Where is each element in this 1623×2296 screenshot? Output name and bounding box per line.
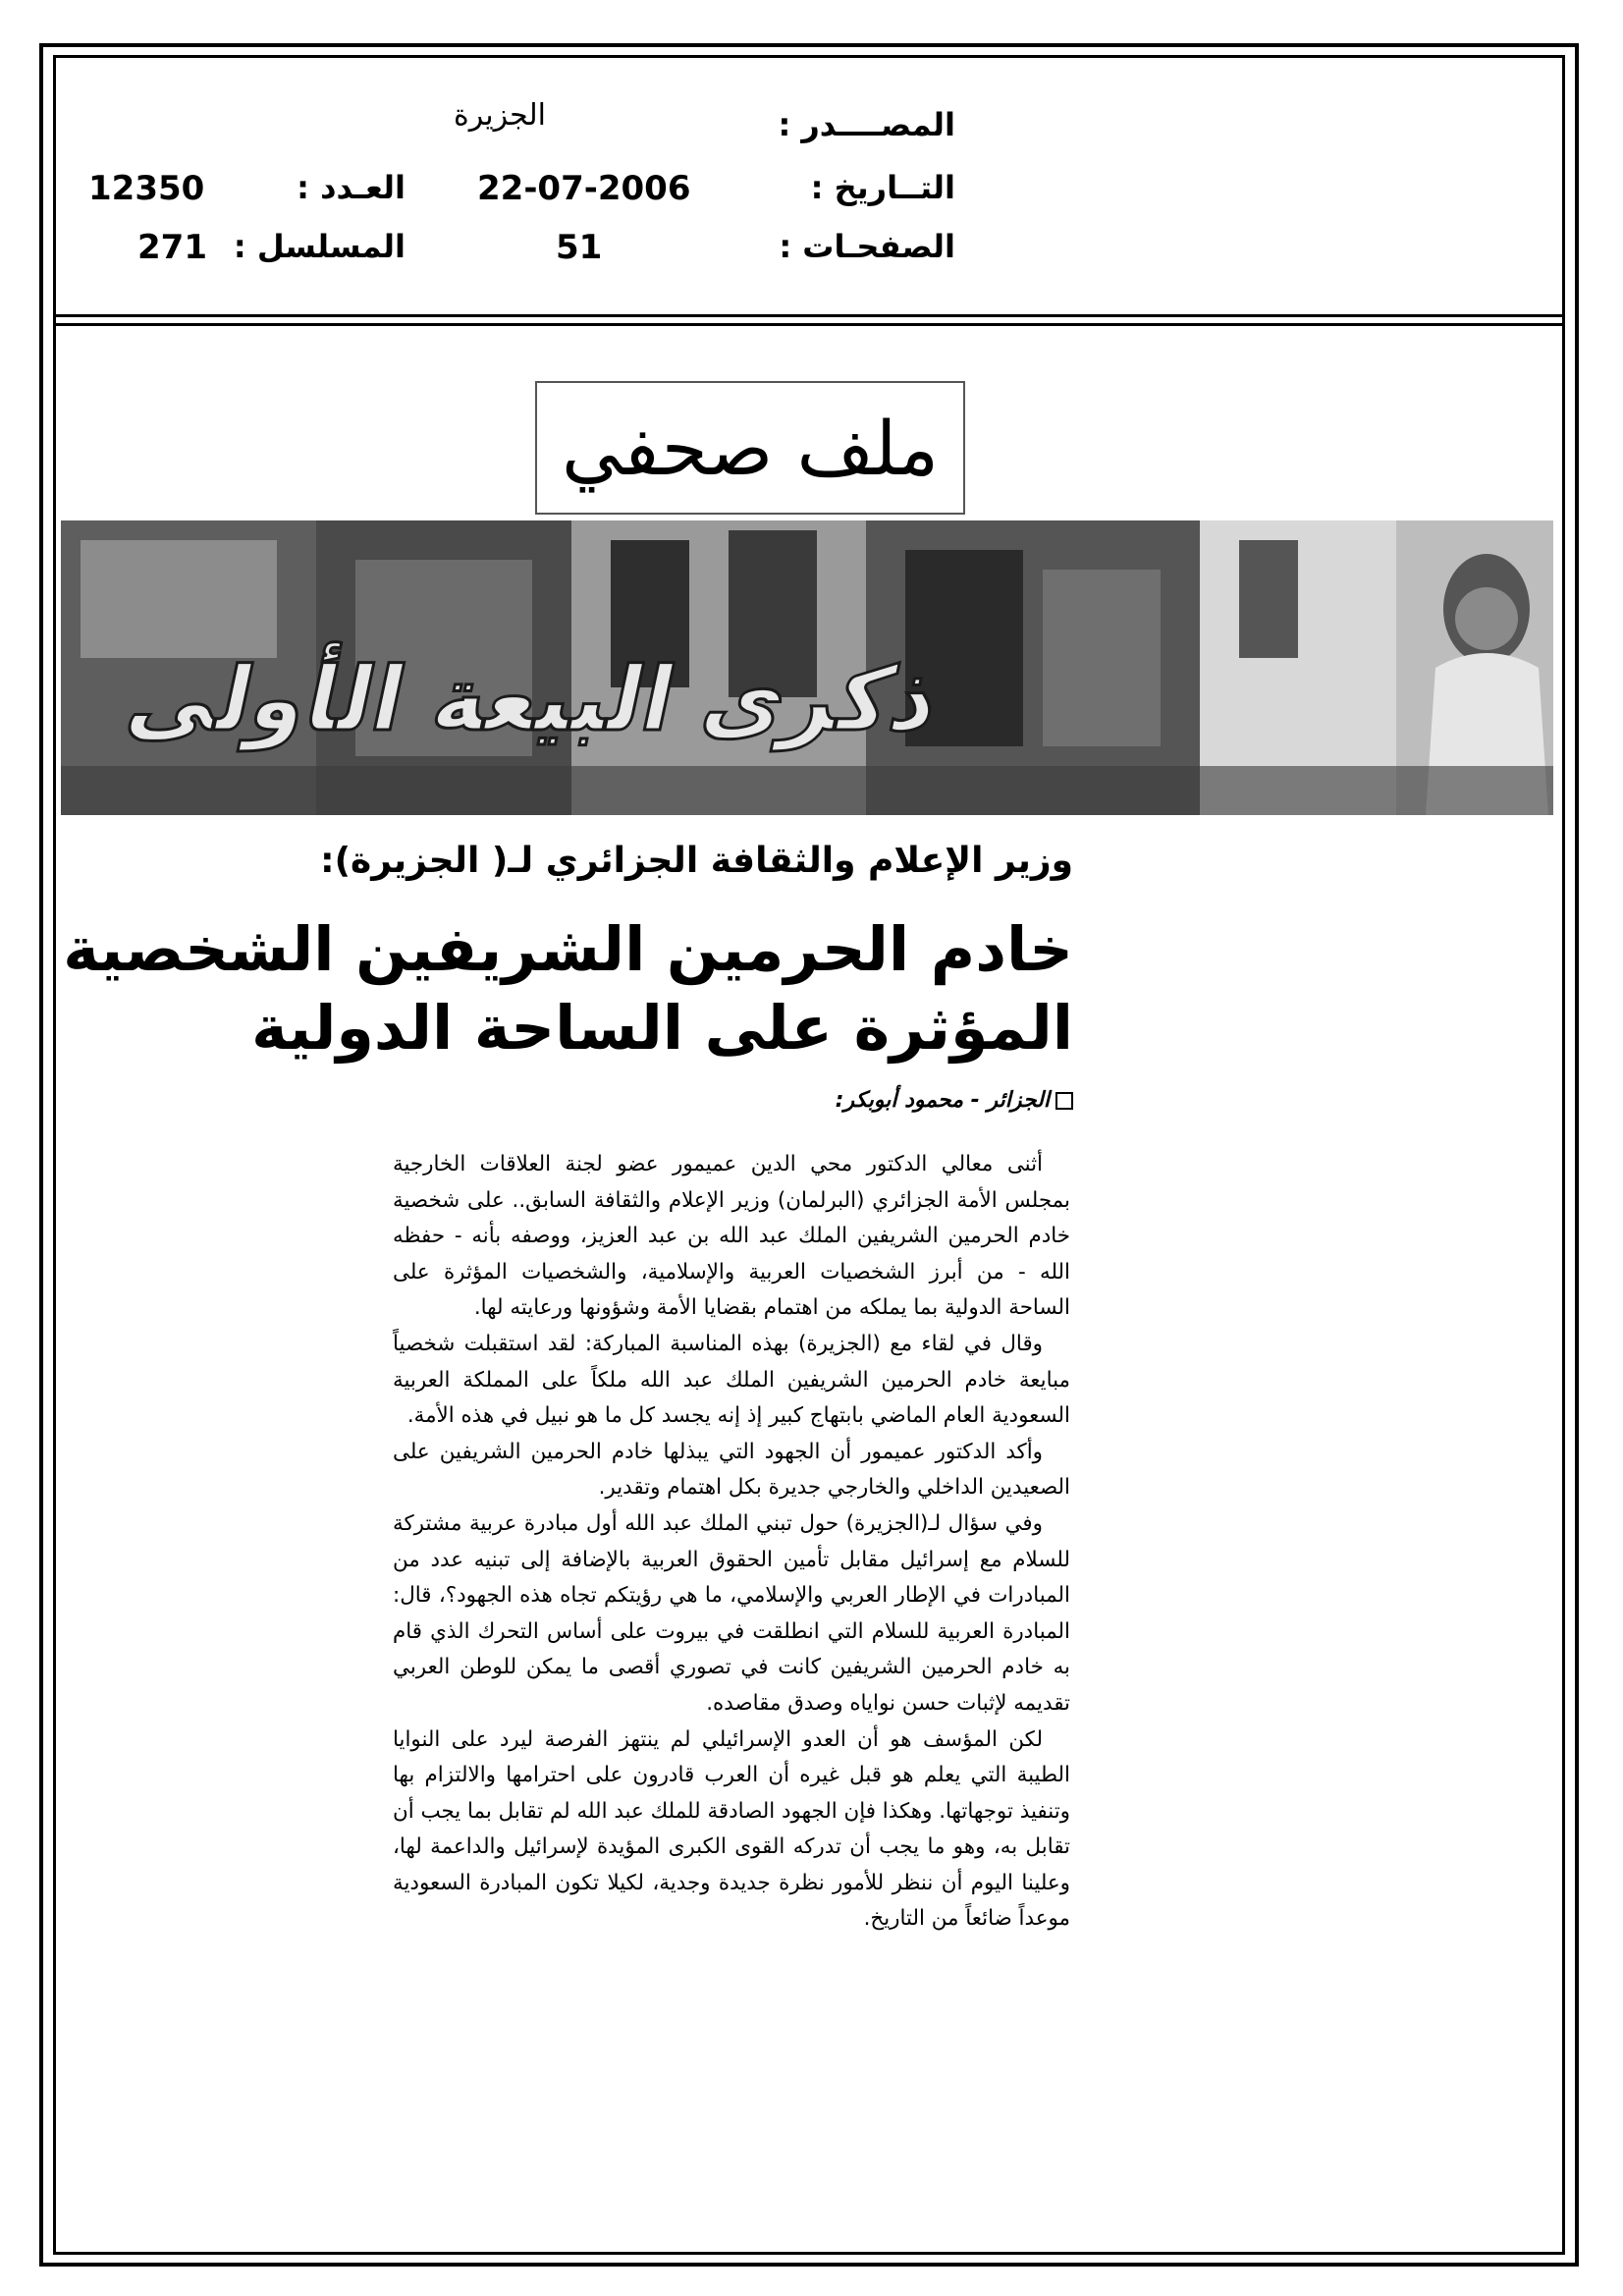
article-body xyxy=(393,1147,1070,1938)
square-bullet-icon xyxy=(1055,1092,1073,1110)
source-label: المصــــدر : xyxy=(778,106,955,143)
banner-caption: ذكرى البيعة الأولى xyxy=(118,648,948,751)
issue-value: 12350 xyxy=(88,169,205,208)
date-label: التــاريخ : xyxy=(810,169,955,206)
article-paragraph: أثنى معالي الدكتور محي الدين عميمور عضو لجنة العلاقات الخارجية بمجلس الأمة الجزائري (البرلمان) وزير الإعلام والثقافة السابق.. على شخصية خادم الحرمين الشريفين الملك عبد الله بن عبد العزيز، ووصفه بأنه - حفظه الله - من أبرز الشخصيات العربية والإسلامية، والشخصيات المؤثرة على الساحة الدولية بما يملكه من اهتمام بقضايا الأمة وشؤونها ورعايته لها. xyxy=(393,1152,1070,1321)
date-value: 22-07-2006 xyxy=(477,169,691,208)
byline-text: الجزائر - محمود أبوبكر: xyxy=(835,1088,1050,1113)
article-headline-line1: خادم الحرمين الشريفين الشخصية xyxy=(63,913,1073,985)
article-paragraph: وأكد الدكتور عميمور أن الجهود التي يبذلها خادم الحرمين الشريفين على الصعيدين الداخلي والخارجي جديرة بكل اهتمام وتقدير. xyxy=(393,1439,1070,1501)
article-kicker: وزير الإعلام والثقافة الجزائري لـ( الجزيرة): xyxy=(320,841,1073,881)
pages-label: الصفحـات : xyxy=(779,228,955,265)
article-paragraph: وقال في لقاء مع (الجزيرة) بهذه المناسبة المباركة: لقد استقبلت شخصياً مبايعة خادم الحرمين الشريفين الملك عبد الله ملكاً على المملكة العربية السعودية العام الماضي بابتهاج كبير إذ إنه يجسد كل ما هو نبيل في هذه الأمة. xyxy=(393,1331,1070,1429)
article-paragraph: وفي سؤال لـ(الجزيرة) حول تبني الملك عبد الله أول مبادرة عربية مشتركة للسلام مع إسرائيل مقابل تأمين الحقوق العربية بالإضافة إلى تبنيه عدد من المبادرات في الإطار العربي والإسلامي، ما هي رؤيتكم تجاه هذه الجهود؟، قال: المبادرة العربية للسلام التي انطلقت في بيروت على أساس التحرك الذي قام به خادم الحرمين الشريفين كانت في تصوري أقصى ما يمكن للوطن العربي تقديمه لإثبات حسن نواياه وصدق مقاصده. xyxy=(393,1510,1070,1716)
article-headline-line2: المؤثرة على الساحة الدولية xyxy=(251,992,1073,1064)
article-paragraph: لكن المؤسف هو أن العدو الإسرائيلي لم ينتهز الفرصة ليرد على النوايا الطيبة التي يعلم هو قبل غيره أن العرب قادرون على احترامها والالتزام بها وتنفيذ توجهاتها. وهكذا فإن الجهود الصادقة للملك عبد الله لم تقابل بما يجب أن تقابل به، وهو ما يجب أن تدركه القوى الكبرى المؤيدة لإسرائيل والداعمة لها، وعلينا اليوم أن ننظر للأمور نظرة جديدة وجدية، لكيلا تكون المبادرة السعودية موعداً ضائعاً من التاريخ. xyxy=(393,1726,1070,1932)
issue-label: العـدد : xyxy=(297,169,406,206)
press-file-title-box xyxy=(535,381,965,515)
source-value: الجزيرة xyxy=(454,98,547,133)
serial-label: المسلسل : xyxy=(233,228,406,265)
header-divider xyxy=(53,314,1565,326)
serial-value: 271 xyxy=(137,228,207,267)
press-file-title: ملف صحفي xyxy=(561,404,940,492)
banner-photo xyxy=(61,520,1553,815)
pages-value: 51 xyxy=(556,228,603,267)
article-byline xyxy=(836,1088,1073,1113)
